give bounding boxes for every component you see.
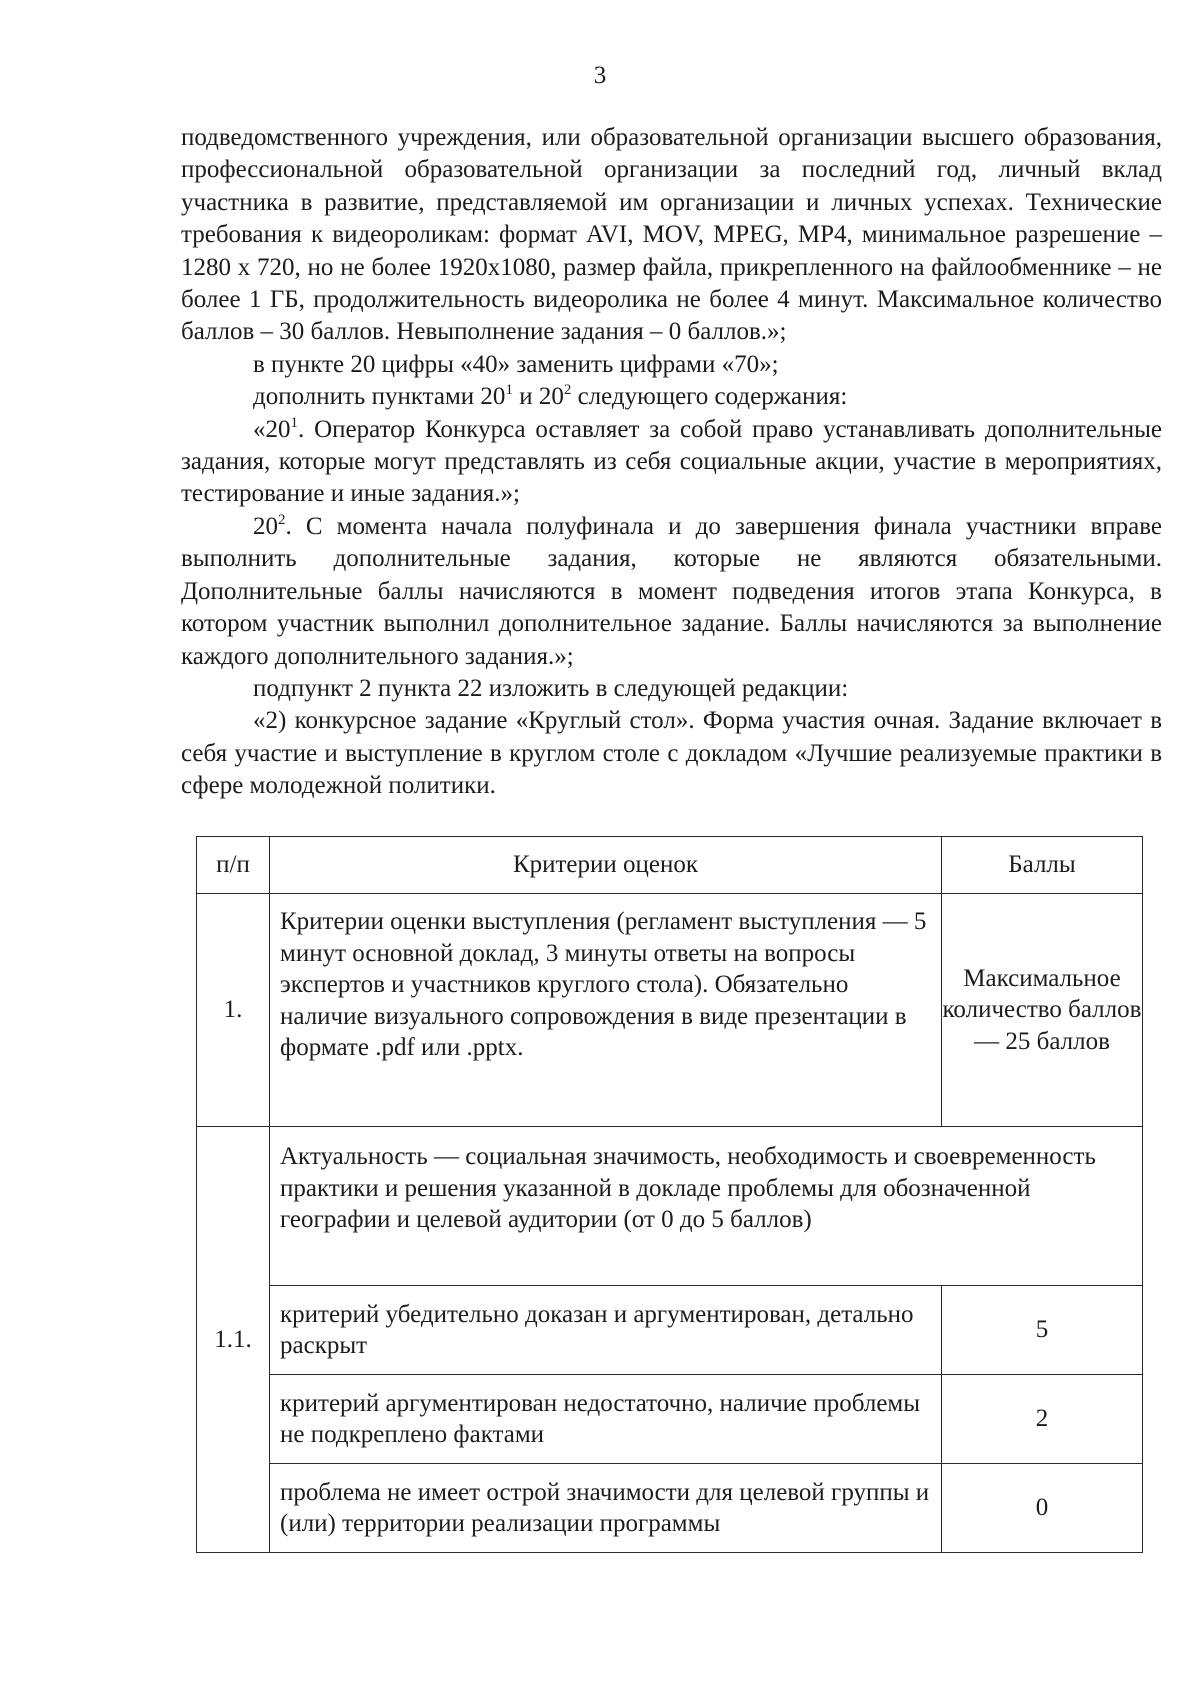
text-run: подпункт 2 пункта 22 изложить в следующей редакции:	[253, 674, 849, 702]
superscript: 2	[563, 382, 572, 399]
level-text: проблема не имеет острой значимости для целевой группы и (или) территории реализации программы	[270, 1464, 942, 1553]
text-run: следующего содержания:	[571, 383, 848, 411]
level-score: 5	[942, 1286, 1143, 1375]
table-row	[197, 894, 1143, 1127]
page-number: 3	[593, 62, 607, 89]
table-header-row	[197, 837, 1143, 894]
row-number: 1.	[197, 894, 270, 1127]
text-run: «20	[253, 415, 291, 443]
criteria-table	[196, 836, 1143, 1553]
paragraph	[181, 414, 1162, 511]
level-text: критерий убедительно доказан и аргументирован, детально раскрыт	[270, 1286, 942, 1375]
text-run: . С момента начала полуфинала и до завершения финала участники вправе выполнить дополнительные задания, которые не являются обязательными. Дополнительные баллы начисляются в момент подведения итогов этапа Конкурса, в котором участник выполнил дополнительное задание. Баллы начисляются за выполнение каждого дополнительного задания.»;	[181, 512, 1162, 670]
table-row	[197, 1375, 1143, 1464]
text-run: и 20	[512, 383, 564, 411]
header-num: п/п	[197, 837, 270, 894]
paragraph	[181, 349, 1162, 381]
superscript: 1	[505, 382, 513, 399]
level-text: критерий аргументирован недостаточно, наличие проблемы не подкреплено фактами	[270, 1375, 942, 1464]
text-run: в пункте 20 цифры «40» заменить цифрами «70»;	[253, 350, 779, 378]
paragraph	[181, 122, 1162, 349]
table-row	[197, 1127, 1143, 1286]
header-criteria: Критерии оценок	[270, 837, 942, 894]
superscript: 2	[278, 511, 286, 528]
table-row	[197, 1286, 1143, 1375]
level-score: 2	[942, 1375, 1143, 1464]
criteria-cell: Актуальность — социальная значимость, необходимость и своевременность практики и решения указанной в докладе проблемы для обозначенной географии и целевой аудитории (от 0 до 5 баллов)	[270, 1127, 1143, 1286]
level-score: 0	[942, 1464, 1143, 1553]
document-body	[181, 122, 1162, 803]
text-run: подведомственного учреждения, или образовательной организации высшего образования, профессиональной образовательной организации за последний год, личный вклад участника в развитие, представляемой им организации и личных успехах. Технические требования к видеороликам: формат AVI, MOV, MPEG, MP4, минимальное разрешение – 1280 х 720, но не более 1920x1080, размер файла, прикрепленного на файлообменнике – не более 1 ГБ, продолжительность видеоролика не более 4 минут. Максимальное количество баллов – 30 баллов. Невыполнение задания – 0 баллов.»;	[181, 124, 1162, 346]
text-run: 20	[253, 512, 278, 540]
criteria-cell: Критерии оценки выступления (регламент выступления — 5 минут основной доклад, 3 минуты ответы на вопросы экспертов и участников круглого стола). Обязательно наличие визуального сопровождения в виде презентации в формате .pdf или .pptx.	[270, 894, 942, 1127]
text-run: «2) конкурсное задание «Круглый стол». Форма участия очная. Задание включает в себя участие и выступление в круглом столе с докладом «Лучшие реализуемые практики в сфере молодежной политики.	[181, 707, 1162, 800]
score-cell: Максимальное количество баллов — 25 баллов	[942, 894, 1143, 1127]
paragraph	[181, 511, 1162, 673]
paragraph	[181, 705, 1162, 802]
header-score: Баллы	[942, 837, 1143, 894]
paragraph	[181, 673, 1162, 705]
paragraph	[181, 381, 1162, 413]
superscript: 1	[290, 414, 298, 431]
text-run: дополнить пунктами 20	[253, 383, 506, 411]
row-number: 1.1.	[197, 1127, 270, 1553]
text-run: . Оператор Конкурса оставляет за собой право устанавливать дополнительные задания, которые могут представлять из себя социальные акции, участие в мероприятиях, тестирование и иные задания.»;	[181, 415, 1162, 508]
table-row	[197, 1464, 1143, 1553]
